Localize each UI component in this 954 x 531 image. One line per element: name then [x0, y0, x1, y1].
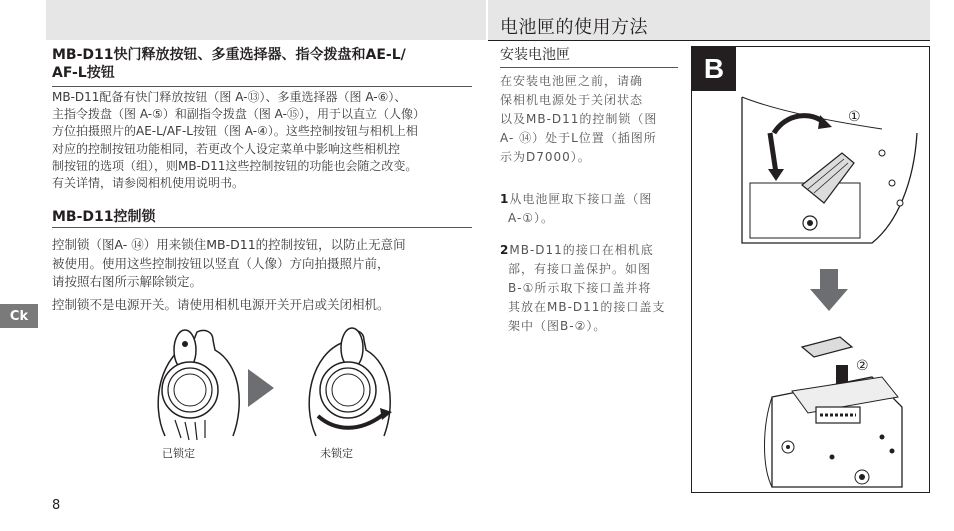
heading-controls-rule [52, 86, 472, 87]
para-power-note: 控制锁不是电源开关。请使用相机电源开关开启或关闭相机。 [52, 297, 390, 312]
heading-controls-line2: AF-L按钮 [52, 65, 115, 81]
step-1 [500, 190, 677, 228]
heading-controls [52, 46, 482, 82]
para-lock-line: 请按照右图所示解除锁定。 [52, 274, 203, 289]
para-controls-line: MB-D11配备有快门释放按钮（图 A-⑬）、多重选择器（图 A-⑥）、 [52, 90, 407, 104]
subheading-install: 安装电池匣 [500, 47, 570, 63]
install-intro-line: A- ⑭）处于L位置（插图所 [500, 131, 657, 145]
lock-unlocked-illustration [296, 324, 406, 442]
battery-pack-illustration [732, 327, 927, 492]
para-controls-line: 方位拍摄照片的AE-L/AF-L按钮（图 A-④）。这些控制按钮与相机上相 [52, 124, 418, 139]
para-lock-line: 控制锁（图A- ⑭）用来锁住MB-D11的控制按钮，以防止无意间 [52, 237, 406, 252]
figure-b [691, 46, 930, 493]
para-controls [52, 89, 474, 192]
camera-bottom-illustration [732, 93, 922, 253]
section-title-rule [488, 40, 930, 41]
arrow-right-icon [248, 369, 274, 407]
step-2-line: B-①所示取下接口盖并将 [508, 281, 652, 295]
para-controls-line: 对应的控制按钮功能相同，若更改个人设定菜单中影响这些相机控 [52, 141, 401, 156]
heading-lock-rule [52, 227, 472, 228]
para-controls-line: 有关详情，请参阅相机使用说明书。 [52, 176, 245, 191]
lock-locked-illustration [145, 324, 255, 442]
step-2-number: 2 [500, 243, 510, 257]
para-lock-line: 被使用。使用这些控制按钮以竖直（人像）方向拍摄照片前， [52, 255, 390, 271]
step-2-line: 架中（图B-②）。 [508, 319, 607, 333]
install-intro-line: 以及MB-D11的控制锁（图 [500, 112, 658, 126]
header-band-left [46, 0, 486, 40]
install-intro-line: 示为D7000）。 [500, 150, 591, 164]
para-controls-line: 制按钮的选项（组），则MB-D11这些控制按钮的功能也会随之改变。 [52, 158, 418, 173]
step-2-text: MB-D11的接口在相机底 [509, 243, 654, 257]
language-tab: Ck [0, 304, 38, 328]
step-2-line: 部，有接口盖保护。如图 [508, 262, 652, 276]
install-intro [500, 72, 677, 167]
callout-2: ② [856, 358, 869, 374]
caption-unlocked: 未锁定 [320, 447, 353, 460]
step-1-number: 1 [500, 192, 510, 206]
step-1-line: A-①）。 [508, 211, 555, 225]
caption-locked: 已锁定 [162, 447, 195, 460]
subheading-install-rule [500, 67, 678, 68]
page-number: 8 [52, 498, 61, 513]
install-intro-line: 在安装电池匣之前，请确 [500, 74, 644, 88]
heading-controls-line1: MB-D11快门释放按钮、多重选择器、指令拨盘和AE-L/ [52, 47, 406, 63]
step-2-line [500, 241, 677, 260]
para-controls-line: 主指令拨盘（图 A-⑤）和副指令拨盘（图 A-⑮），用于以直立（人像） [52, 107, 425, 122]
section-title: 电池匣的使用方法 [500, 17, 648, 38]
para-lock [52, 236, 474, 292]
install-intro-line: 保相机电源处于关闭状态 [500, 93, 644, 107]
callout-1: ① [848, 109, 861, 125]
step-2 [500, 241, 677, 336]
step-2-line: 其放在MB-D11的接口盖支 [508, 300, 666, 314]
step-1-text: 从电池匣取下接口盖（图 [509, 192, 653, 206]
step-1-line [500, 190, 677, 209]
heading-lock: MB-D11控制锁 [52, 209, 156, 225]
arrow-down-icon [810, 269, 848, 311]
figure-badge: B [692, 47, 736, 91]
